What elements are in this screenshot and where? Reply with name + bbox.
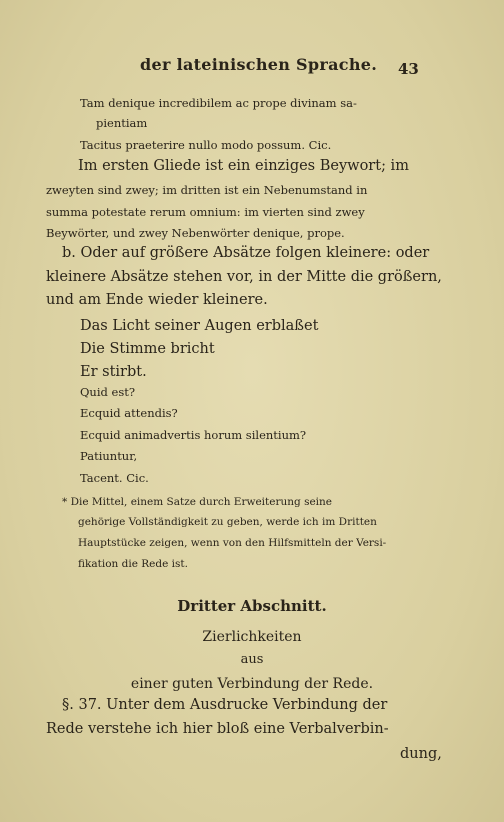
paragraph-line: Rede verstehe ich hier bloß eine Verbalverbin- <box>46 721 389 737</box>
section-title: Dritter Abschnitt. <box>177 597 327 615</box>
text-line: b. Oder auf größere Absätze folgen kleinere: oder <box>62 245 430 261</box>
verse-line: Er stirbt. <box>80 364 147 380</box>
verse-line: Das Licht seiner Augen erblaßet <box>80 318 319 334</box>
text-line: kleinere Absätze stehen vor, in der Mitte die größern, <box>46 269 442 285</box>
text-line: pientiam <box>96 116 148 130</box>
footnote-line: fikation die Rede ist. <box>78 558 188 570</box>
footnote-line: * Die Mittel, einem Satze durch Erweiterung seine <box>62 496 333 508</box>
text-line: und am Ende wieder kleinere. <box>46 292 268 308</box>
footnote-line: Hauptstücke zeigen, wenn von den Hilfsmitteln der Versi- <box>78 537 387 549</box>
verse-line: Patiuntur, <box>80 449 138 463</box>
verse-line: Ecquid attendis? <box>80 406 178 420</box>
verse-line: Ecquid animadvertis horum silentium? <box>80 428 307 442</box>
paragraph-line: dung, <box>400 746 442 762</box>
text-line: summa potestate rerum omnium: im vierten sind zwey <box>46 205 365 219</box>
text-line: zweyten sind zwey; im dritten ist ein Nebenumstand in <box>46 183 368 197</box>
text-line: Beywörter, und zwey Nebenwörter denique, prope. <box>46 226 345 240</box>
text-line: Tam denique incredibilem ac prope divinam sa- <box>80 96 357 110</box>
section-subtitle: einer guten Verbindung der Rede. <box>130 676 374 692</box>
page-number: 43 <box>398 60 419 78</box>
text-line: Im ersten Gliede ist ein einziges Beywort; im <box>78 158 409 174</box>
running-title: der lateinischen Sprache. <box>140 55 378 74</box>
text-line: Tacitus praeterire nullo modo possum. Cic. <box>80 138 332 152</box>
verse-line: Quid est? <box>80 385 136 399</box>
verse-line: Tacent. Cic. <box>80 471 149 485</box>
verse-line: Die Stimme bricht <box>80 341 215 357</box>
paragraph-line: §. 37. Unter dem Ausdrucke Verbindung der <box>62 697 388 713</box>
footnote-line: gehörige Vollständigkeit zu geben, werde ich im Dritten <box>78 516 377 528</box>
section-subtitle: Zierlichkeiten <box>202 629 302 645</box>
section-subtitle: aus <box>240 652 264 667</box>
